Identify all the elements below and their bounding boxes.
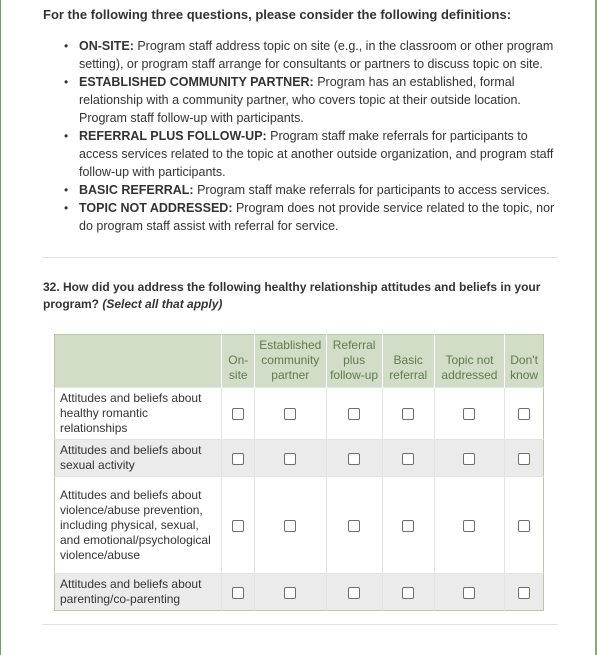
option-cell <box>255 574 326 611</box>
bullet-icon: • <box>64 129 69 143</box>
question-32 <box>43 279 558 313</box>
column-header-topic-not-addressed: Topic not addressed <box>434 335 504 388</box>
dont-know-checkbox[interactable] <box>518 520 530 532</box>
definition-text: Program staff address topic on site (e.g., in the classroom or other program setting), or program staff arrange for consultants or partners to discuss topic on site. <box>79 39 554 71</box>
option-cell <box>222 388 255 440</box>
referral-plus-follow-up-checkbox[interactable] <box>348 453 360 465</box>
bullet-icon: • <box>64 201 69 215</box>
row-label: Attitudes and beliefs about healthy romantic relationships <box>55 388 222 440</box>
option-cell <box>326 388 382 440</box>
option-cell <box>505 388 544 440</box>
matrix-row <box>55 477 544 574</box>
on-site-checkbox[interactable] <box>232 453 244 465</box>
referral-plus-follow-up-checkbox[interactable] <box>348 587 360 599</box>
basic-referral-checkbox[interactable] <box>402 453 414 465</box>
bullet-icon: • <box>64 183 69 197</box>
option-cell <box>382 574 434 611</box>
matrix-row <box>55 388 544 440</box>
bullet-icon: • <box>64 39 69 53</box>
option-cell <box>382 477 434 574</box>
definition-item <box>64 181 558 199</box>
established-community-partner-checkbox[interactable] <box>284 408 296 420</box>
question-instruction: (Select all that apply) <box>102 297 223 311</box>
topic-not-addressed-checkbox[interactable] <box>463 408 475 420</box>
survey-content <box>42 0 558 625</box>
row-label: Attitudes and beliefs about violence/abuse prevention, including physical, sexual, and emotional/psychological violence/abuse <box>55 477 222 574</box>
definitions-list <box>42 37 558 235</box>
column-header-dont-know: Don't know <box>505 335 544 388</box>
definition-item <box>64 73 558 127</box>
option-cell <box>326 574 382 611</box>
basic-referral-checkbox[interactable] <box>402 408 414 420</box>
basic-referral-checkbox[interactable] <box>402 520 414 532</box>
matrix-corner-cell <box>55 335 222 388</box>
option-cell <box>222 440 255 477</box>
on-site-checkbox[interactable] <box>232 408 244 420</box>
section-divider <box>42 624 558 625</box>
column-header-basic-referral: Basic referral <box>382 335 434 388</box>
topic-not-addressed-checkbox[interactable] <box>463 520 475 532</box>
definitions-intro: For the following three questions, please consider the following definitions: <box>43 7 512 22</box>
option-cell <box>255 440 326 477</box>
row-label: Attitudes and beliefs about sexual activity <box>55 440 222 477</box>
established-community-partner-checkbox[interactable] <box>284 587 296 599</box>
definition-text: Program does not provide service related to the topic, nor do program staff assist with referral for service. <box>79 201 555 233</box>
dont-know-checkbox[interactable] <box>518 408 530 420</box>
on-site-checkbox[interactable] <box>232 587 244 599</box>
option-cell <box>326 440 382 477</box>
option-cell <box>505 477 544 574</box>
column-header-established-community-partner: Established community partner <box>255 335 326 388</box>
option-cell <box>255 388 326 440</box>
column-header-referral-plus-follow-up: Referral plus follow-up <box>326 335 382 388</box>
option-cell <box>222 477 255 574</box>
definition-term: ON-SITE: <box>79 39 134 53</box>
option-cell <box>505 440 544 477</box>
bullet-icon: • <box>64 75 69 89</box>
on-site-checkbox[interactable] <box>232 520 244 532</box>
option-cell <box>222 574 255 611</box>
basic-referral-checkbox[interactable] <box>402 587 414 599</box>
option-cell <box>326 477 382 574</box>
definition-term: BASIC REFERRAL: <box>79 183 194 197</box>
matrix-header-row <box>55 335 544 388</box>
referral-plus-follow-up-checkbox[interactable] <box>348 520 360 532</box>
option-cell <box>434 574 504 611</box>
established-community-partner-checkbox[interactable] <box>284 453 296 465</box>
section-divider <box>42 257 558 258</box>
topic-not-addressed-checkbox[interactable] <box>463 453 475 465</box>
definition-text: Program staff make referrals for participants to access services. <box>193 183 550 197</box>
left-frame-border <box>0 0 1 655</box>
definition-text: Program staff make referrals for participants to access services related to the topic at another outside organization, and program staff follow-up with participants. <box>79 129 554 179</box>
referral-plus-follow-up-checkbox[interactable] <box>348 408 360 420</box>
dont-know-checkbox[interactable] <box>518 453 530 465</box>
definition-item <box>64 127 558 181</box>
definition-item <box>64 199 558 235</box>
option-cell <box>434 388 504 440</box>
definition-text: Program has an established, formal relationship with a community partner, who covers topic at their outside location. Program staff follow-up with participants. <box>79 75 521 125</box>
established-community-partner-checkbox[interactable] <box>284 520 296 532</box>
option-cell <box>505 574 544 611</box>
definition-term: TOPIC NOT ADDRESSED: <box>79 201 233 215</box>
definition-term: REFERRAL PLUS FOLLOW-UP: <box>79 129 267 143</box>
response-matrix <box>54 334 544 611</box>
option-cell <box>382 440 434 477</box>
column-header-on-site: On-site <box>222 335 255 388</box>
option-cell <box>382 388 434 440</box>
topic-not-addressed-checkbox[interactable] <box>463 587 475 599</box>
matrix-row <box>55 440 544 477</box>
dont-know-checkbox[interactable] <box>518 587 530 599</box>
option-cell <box>434 440 504 477</box>
matrix-row <box>55 574 544 611</box>
question-text: 32. How did you address the following healthy relationship attitudes and beliefs in your program? <box>43 280 541 311</box>
row-label: Attitudes and beliefs about parenting/co-parenting <box>55 574 222 611</box>
option-cell <box>434 477 504 574</box>
definition-item <box>64 37 558 73</box>
option-cell <box>255 477 326 574</box>
definition-term: ESTABLISHED COMMUNITY PARTNER: <box>79 75 314 89</box>
